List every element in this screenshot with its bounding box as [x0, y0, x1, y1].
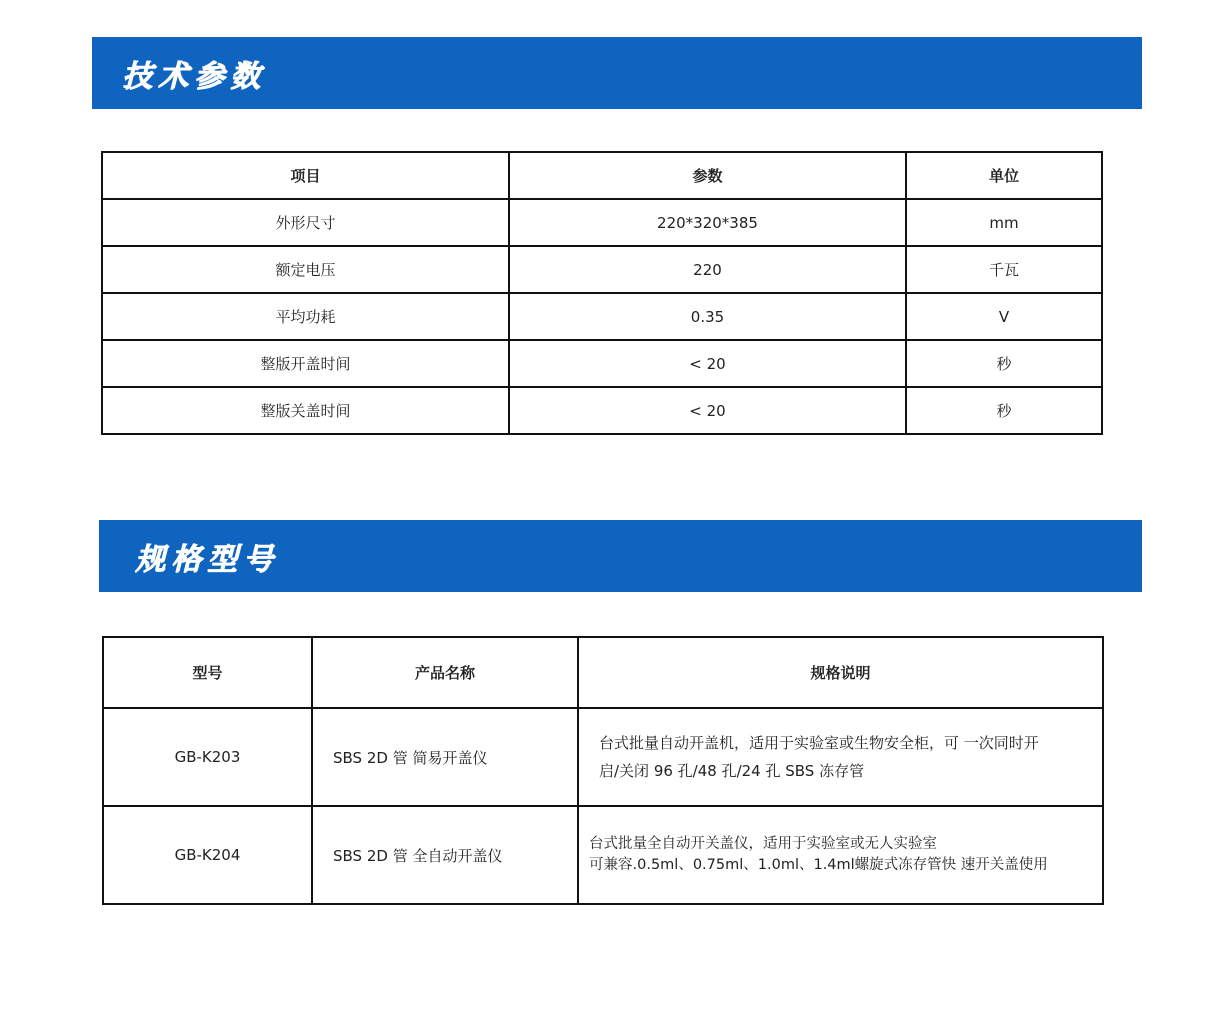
cell-item: 整版关盖时间: [102, 387, 509, 434]
cell-model: GB-K203: [103, 708, 312, 806]
spec-model-title: 规格型号: [135, 542, 279, 577]
tech-params-title: 技术参数: [122, 59, 266, 94]
header-param: 参数: [509, 152, 906, 199]
cell-unit: mm: [906, 199, 1102, 246]
cell-param: < 20: [509, 340, 906, 387]
cell-unit: 秒: [906, 340, 1102, 387]
table-row: [103, 708, 1103, 806]
spec-model-table: [102, 636, 1104, 905]
header-model: 型号: [103, 637, 312, 708]
table-row: [102, 199, 1102, 246]
cell-unit: 秒: [906, 387, 1102, 434]
cell-unit: V: [906, 293, 1102, 340]
table-row: [102, 293, 1102, 340]
header-unit: 单位: [906, 152, 1102, 199]
table-row: [103, 806, 1103, 904]
cell-param: 220: [509, 246, 906, 293]
table-row: [102, 387, 1102, 434]
cell-model: GB-K204: [103, 806, 312, 904]
cell-param: < 20: [509, 387, 906, 434]
desc-line: 启/关闭 96 孔/48 孔/24 孔 SBS 冻存管: [599, 762, 865, 780]
tech-params-table: [101, 151, 1103, 435]
cell-item: 整版开盖时间: [102, 340, 509, 387]
cell-item: 额定电压: [102, 246, 509, 293]
cell-spec-desc: [578, 708, 1103, 806]
table-row: [102, 246, 1102, 293]
cell-product-name: SBS 2D 管 全自动开盖仪: [312, 806, 578, 904]
header-product-name: 产品名称: [312, 637, 578, 708]
table-header-row: [103, 637, 1103, 708]
header-item: 项目: [102, 152, 509, 199]
table-header-row: [102, 152, 1102, 199]
tech-params-banner: [92, 37, 1142, 109]
desc-line: 台式批量全自动开关盖仪，适用于实验室或无人实验室: [589, 836, 937, 852]
cell-item: 外形尺寸: [102, 199, 509, 246]
cell-param: 220*320*385: [509, 199, 906, 246]
spec-model-banner: [99, 520, 1142, 592]
header-spec-desc: 规格说明: [578, 637, 1103, 708]
cell-spec-desc: [578, 806, 1103, 904]
cell-product-name: SBS 2D 管 简易开盖仪: [312, 708, 578, 806]
desc-line: 台式批量自动开盖机，适用于实验室或生物安全柜，可 一次同时开: [599, 734, 1039, 752]
cell-param: 0.35: [509, 293, 906, 340]
cell-unit: 千瓦: [906, 246, 1102, 293]
cell-item: 平均功耗: [102, 293, 509, 340]
table-row: [102, 340, 1102, 387]
desc-line: 可兼容.0.5ml、0.75ml、1.0ml、1.4ml螺旋式冻存管快 速开关盖使用: [589, 857, 1048, 873]
